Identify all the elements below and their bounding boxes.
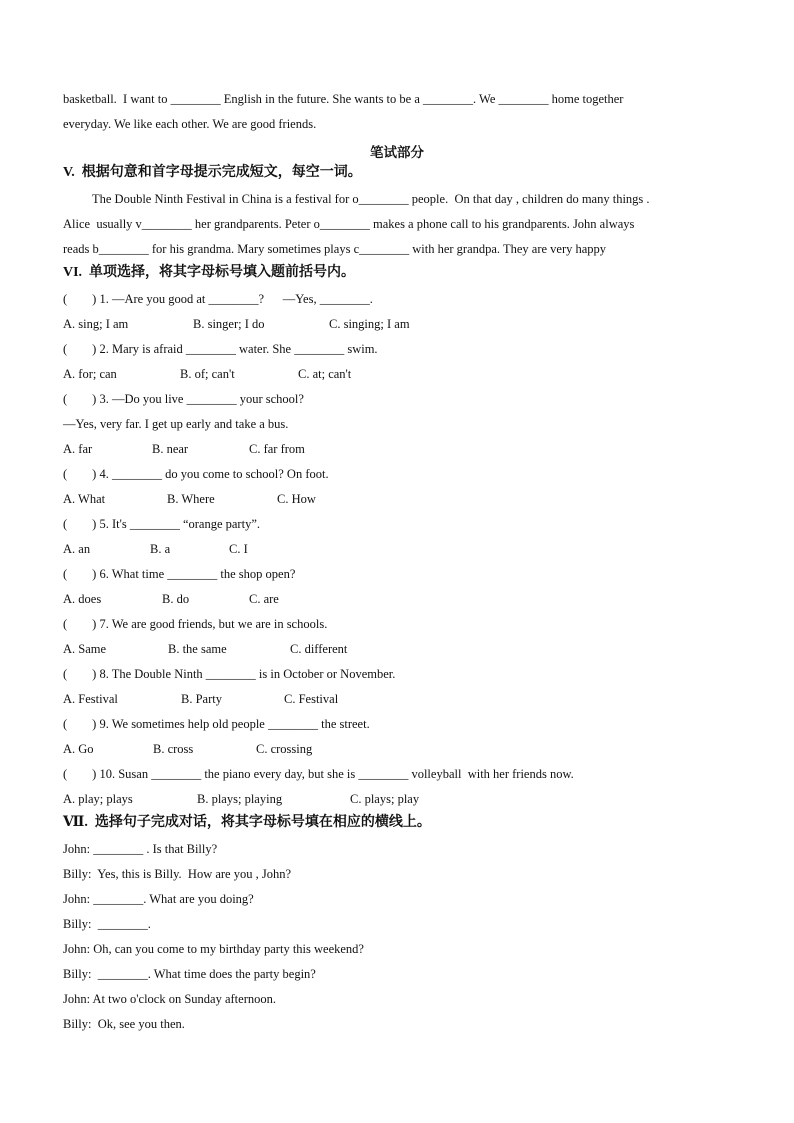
passage-line: reads b________ for his grandma. Mary sometimes plays c________ with her grandpa. They are very happy [63, 242, 607, 256]
option-b: B. a [150, 542, 171, 556]
option-c: C. Festival [284, 692, 339, 706]
option-c: C. plays; play [350, 792, 420, 806]
passage-line: The Double Ninth Festival in China is a festival for o________ people. On that day , children do many things . [92, 192, 650, 206]
option-b: B. Where [167, 492, 215, 506]
option-b: B. of; can't [180, 367, 235, 381]
section-5-heading: V. 根据句意和首字母提示完成短文，每空一词。 [63, 165, 362, 180]
option-c: C. How [277, 492, 316, 506]
question-9: ( ) 9. We sometimes help old people ________ the street. [63, 717, 370, 731]
question-7: ( ) 7. We are good friends, but we are in schools. [63, 617, 328, 631]
dialogue-line: Billy: Ok, see you then. [63, 1017, 185, 1031]
option-a: A. play; plays [63, 792, 133, 806]
passage-line: everyday. We like each other. We are good friends. [63, 117, 317, 131]
option-c: C. are [249, 592, 279, 606]
dialogue-line: Billy: ________. What time does the party begin? [63, 967, 316, 981]
option-a: A. an [63, 542, 91, 556]
question-1: ( ) 1. —Are you good at ________? —Yes, ________. [63, 292, 373, 306]
option-b: B. Party [181, 692, 222, 706]
option-a: A. for; can [63, 367, 117, 381]
option-c: C. at; can't [298, 367, 352, 381]
option-a: A. Same [63, 642, 107, 656]
question-10: ( ) 10. Susan ________ the piano every day, but she is ________ volleyball with her friends now. [63, 767, 574, 781]
dialogue-line: John: At two o'clock on Sunday afternoon. [63, 992, 276, 1006]
option-b: B. cross [153, 742, 194, 756]
option-c: C. singing; I am [329, 317, 410, 331]
option-c: C. far from [249, 442, 305, 456]
option-b: B. the same [168, 642, 227, 656]
question-2: ( ) 2. Mary is afraid ________ water. She ________ swim. [63, 342, 378, 356]
dialogue-line: Billy: ________. [63, 917, 151, 931]
dialogue-line: John: ________ . Is that Billy? [63, 842, 218, 856]
passage-line: Alice usually v________ her grandparents. Peter o________ makes a phone call to his grandparents. John always [63, 217, 635, 231]
section-6-heading: VI. 单项选择，将其字母标号填入题前括号内。 [63, 265, 356, 280]
option-c: C. different [290, 642, 348, 656]
question-4: ( ) 4. ________ do you come to school? On foot. [63, 467, 329, 481]
option-c: C. crossing [256, 742, 313, 756]
passage-line: basketball. I want to ________ English in the future. She wants to be a ________. We ________ home together [63, 92, 624, 106]
dialogue-line: Billy: Yes, this is Billy. How are you , John? [63, 867, 292, 881]
question-6: ( ) 6. What time ________ the shop open? [63, 567, 296, 581]
option-a: A. sing; I am [63, 317, 129, 331]
option-a: A. Festival [63, 692, 118, 706]
option-c: C. I [229, 542, 248, 556]
dialogue-line: John: ________. What are you doing? [63, 892, 254, 906]
option-b: B. plays; playing [197, 792, 283, 806]
option-a: A. What [63, 492, 106, 506]
section-7-heading: Ⅶ. 选择句子完成对话，将其字母标号填在相应的横线上。 [63, 815, 431, 830]
question-5: ( ) 5. It's ________ “orange party”. [63, 517, 260, 531]
option-b: B. do [162, 592, 190, 606]
question-3: ( ) 3. —Do you live ________ your school? [63, 392, 304, 406]
option-a: A. Go [63, 742, 94, 756]
option-b: B. singer; I do [193, 317, 265, 331]
option-a: A. does [63, 592, 102, 606]
dialogue-line: John: Oh, can you come to my birthday party this weekend? [63, 942, 364, 956]
question-8: ( ) 8. The Double Ninth ________ is in October or November. [63, 667, 396, 681]
section-title: 笔试部分 [370, 145, 424, 160]
option-a: A. far [63, 442, 93, 456]
question-3-answer: —Yes, very far. I get up early and take a bus. [63, 417, 289, 431]
option-b: B. near [152, 442, 189, 456]
